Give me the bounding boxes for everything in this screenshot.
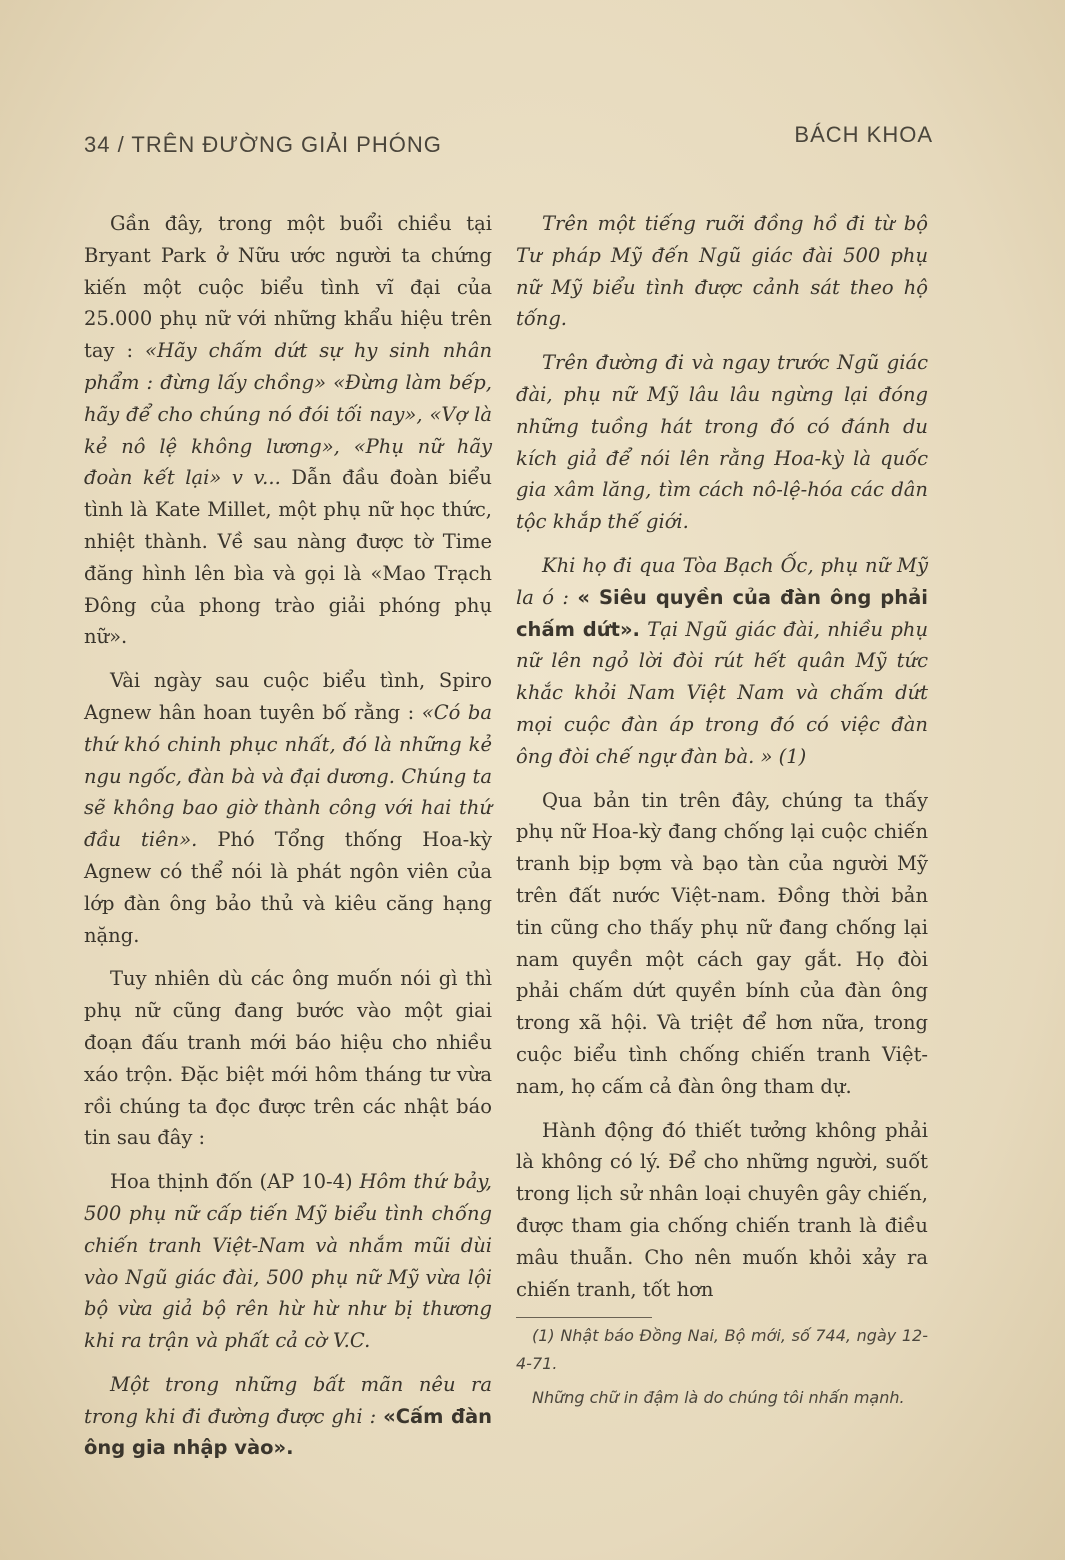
paragraph-1-text: Gần đây, trong một buổi chiều tại Bryant Park ở Nữu ước người ta chứng kiến một cuộc biểu tình vĩ đại của 25.000 phụ nữ với những khẩu hiệu trên tay : — [84, 212, 492, 363]
magazine-title: BÁCH KHOA — [794, 122, 933, 147]
slogans: «Hãy chấm dứt sự hy sinh nhân phẩm : đừng lấy chồng» «Đừng làm bếp, hãy để cho chúng nó đói tối nay», «Vợ là kẻ nô lệ không lương», «Phụ nữ hãy đoàn kết lại» v v... — [84, 339, 493, 490]
agnew-quote: «Có ba thứ khó chinh phục nhất, đó là những kẻ ngu ngốc, đàn bà và đại dương. Chúng ta sẽ không bao giờ thành công với hai thứ đầu tiên». — [84, 700, 492, 852]
paragraph-2-text: Vài ngày sau cuộc biểu tình, Spiro Agnew hân hoan tuyên bố rằng : — [84, 669, 492, 724]
footnote-2: Những chữ in đậm là do chúng tôi nhấn mạnh. — [532, 1388, 905, 1408]
paragraph-4 — [84, 1166, 492, 1357]
paragraph-r3 — [516, 550, 928, 773]
paragraph-3: Tuy nhiên dù các ông muốn nói gì thì phụ nữ cũng đang bước vào một giai đoạn đấu tranh mới báo hiệu cho nhiều xáo trộn. Đặc biệt mới hôm tháng tư vừa rồi chúng ta đọc được trên các nhật báo tin sau đây : — [84, 967, 492, 1150]
paragraph-r4: Qua bản tin trên đây, chúng ta thấy phụ nữ Hoa-kỳ đang chống lại cuộc chiến tranh bịp bợm và bạo tàn của người Mỹ trên đất nước Việt-nam. Đồng thời bản tin cũng cho thấy phụ nữ đang chống lại nam quyền một cách gay gắt. Họ đòi phải chấm dứt quyền bính của đàn ông trong xã hội. Và triệt để hơn nữa, trong cuộc biểu tình chống chiến tranh Việt-nam, họ cấm cả đàn ông tham dự. — [516, 788, 928, 1098]
news-text: Hôm thứ bảy, 500 phụ nữ cấp tiến Mỹ biểu tình chống chiến tranh Việt-Nam và nhắm mũi dùi vào Ngũ giác đài, 500 phụ nữ Mỹ vừa lội bộ vừa giả bộ rên hừ hừ như bị thương khi ra trận và phất cả cờ V.C. — [84, 1170, 492, 1353]
paragraph-r2: Trên đường đi và ngay trước Ngũ giác đài, phụ nữ Mỹ lâu lâu ngừng lại đóng những tuồng hát trong đó có đánh du kích giả để nói lên rằng Hoa-kỳ là quốc gia xâm lăng, tìm cách nô-lệ-hóa các dân tộc khắp thế giới. — [516, 351, 928, 534]
paragraph-r3-text: Khi họ đi qua Tòa Bạch Ốc, phụ nữ Mỹ la ó : — [516, 553, 928, 609]
paragraph-5-text: Một trong những bất mãn nêu ra trong khi đi đường được ghi : — [84, 1372, 492, 1428]
page-header — [84, 122, 933, 162]
footnote-divider — [516, 1317, 652, 1318]
paragraph-2 — [84, 665, 492, 951]
paragraph-r1: Trên một tiếng ruỡi đồng hồ đi từ bộ Tư pháp Mỹ đến Ngũ giác đài 500 phụ nữ Mỹ biểu tình được cảnh sát theo hộ tống. — [516, 212, 928, 331]
paragraph-r3-end: Tại Ngũ giác đài, nhiều phụ nữ lên ngỏ lời đòi rút hết quân Mỹ tức khắc khỏi Nam Việt Nam và chấm dứt mọi cuộc đàn áp trong đó có việc đàn ông đòi chế ngự đàn bà. » (1) — [516, 617, 928, 768]
paragraph-2-end: Phó Tổng thống Hoa-kỳ Agnew có thể nói là phát ngôn viên của lớp đàn ông bảo thủ và kiêu căng hạng nặng. — [84, 828, 492, 947]
bold-quote: « Siêu quyền của đàn ông phải chấm dứt». — [516, 585, 928, 641]
right-column — [516, 208, 928, 1418]
running-head: 34 / TRÊN ĐƯỜNG GIẢI PHÓNG — [84, 132, 442, 157]
footnote-1: (1) Nhật báo Đồng Nai, Bộ mới, số 744, ngày 12-4-71. — [516, 1326, 928, 1374]
paragraph-r5: Hành động đó thiết tưởng không phải là không có lý. Để cho những người, suốt trong lịch sử nhân loại chuyên gây chiến, được tham gia chống chiến tranh là điều mâu thuẫn. Cho nên muốn khỏi xảy ra chiến tranh, tốt hơn — [516, 1118, 928, 1301]
paragraph-1 — [84, 208, 492, 653]
bold-slogan: «Cấm đàn ông gia nhập vào». — [84, 1404, 492, 1460]
paragraph-1-end: Dẫn đầu đoàn biểu tình là Kate Millet, một phụ nữ học thức, nhiệt thành. Về sau nàng được tờ Time đăng hình lên bìa và gọi là «Mao Trạch Đông của phong trào giải phóng phụ nữ». — [84, 466, 492, 649]
left-column — [84, 208, 492, 1476]
dateline: Hoa thịnh đốn (AP 10-4) — [110, 1170, 353, 1194]
paragraph-5 — [84, 1369, 492, 1464]
